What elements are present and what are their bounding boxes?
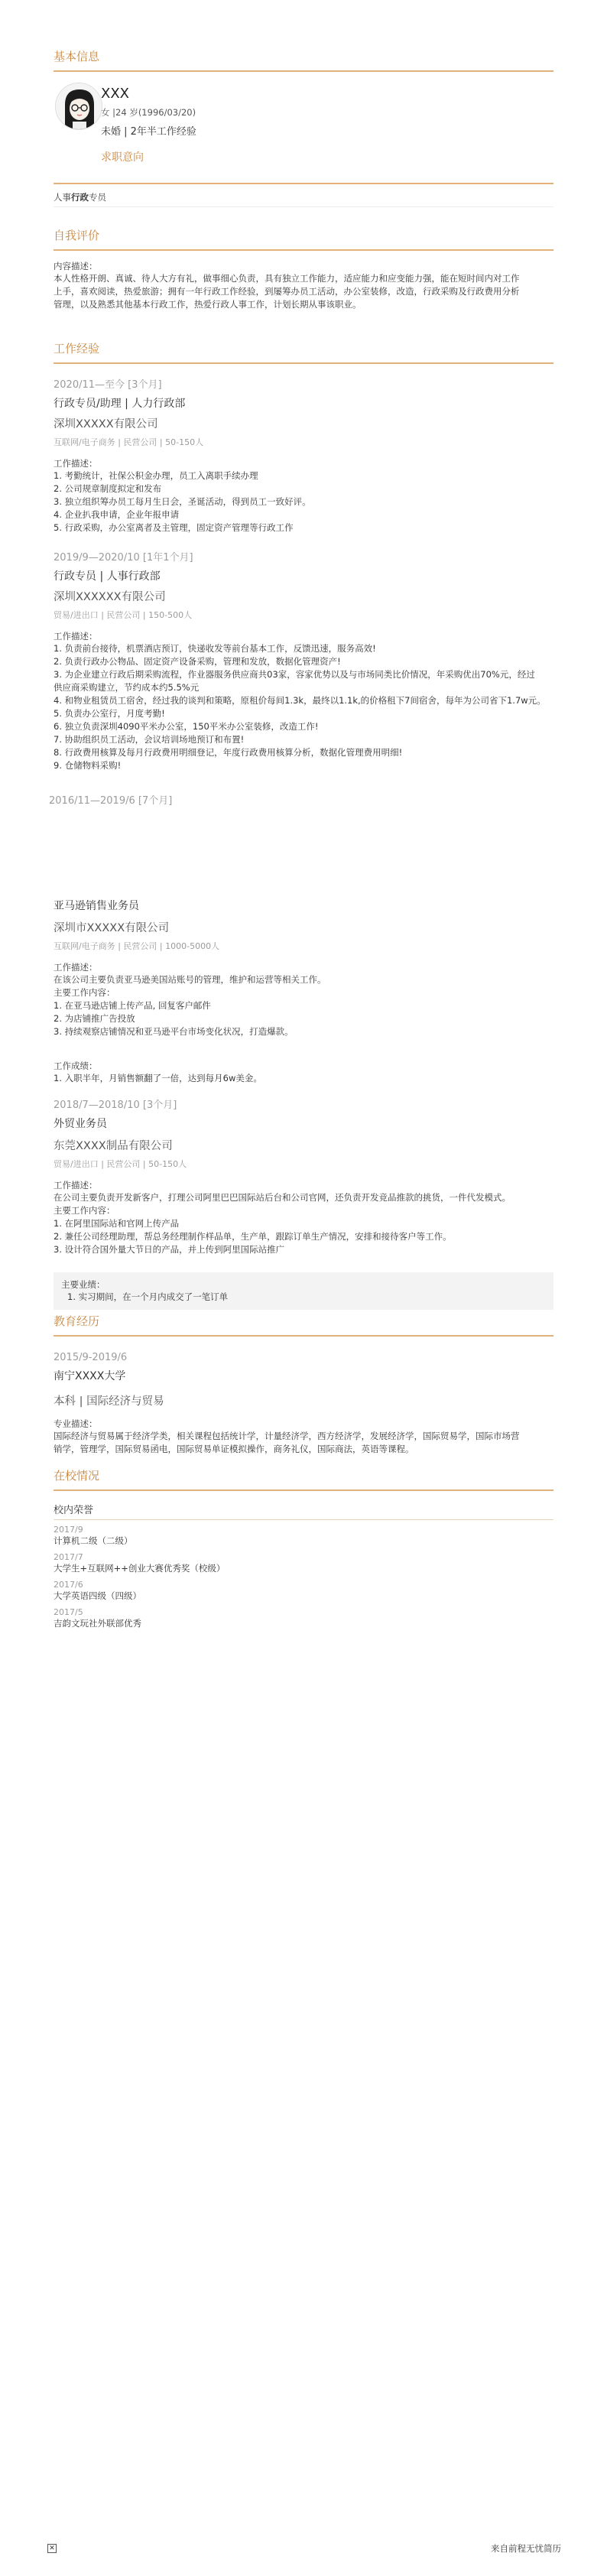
- candidate-meta: 女 |24 岁(1996/03/20): [101, 107, 196, 118]
- self-eval-line: 本人性格开朗、真诚、待人大方有礼，做事细心负责，具有独立工作能力，适应能力和应变能力强，能在短时间内对工作: [54, 273, 520, 284]
- highlight-box: [54, 1272, 553, 1310]
- intent-value: [54, 191, 553, 204]
- basic-info-body: [101, 86, 529, 165]
- honors-title: 校内荣誉: [54, 1505, 94, 1516]
- job-role: 亚马逊销售业务员: [54, 900, 139, 912]
- basic-info-title: 基本信息: [54, 50, 100, 63]
- basic-info-rule: [54, 70, 553, 72]
- job-desc-line: 在该公司主要负责亚马逊美国站账号的管理，维护和运营等相关工作。: [54, 974, 326, 985]
- job-date: [49, 792, 549, 807]
- honors-rule: [54, 1519, 553, 1520]
- honor-date: 2017/5: [54, 1607, 83, 1617]
- job-entry: 2019/9—2020/10 [1年1个月] 行政专员 | 人事行政部 深圳XXXXXX有限公司 贸易/进出口 | 民营公司 | 150-500人 工作描述： 1. 负责前台接待，机票酒店预订，快递收发等前台基本工作，反馈迅速，服务高效! 2. 负责行政办公物品、固定资产设备采购，管理和发放，数据化管理资产! 3. 为企业建立行政后期采购流程，作业器服务供应商共03家，容家优势以及与市场同类比价情况，年采购优出70%元，经过 供应商采购建立，节约成本约5.5%元 4. 和物业租赁员工宿舍，经过我的谈判和策略，原租价每间1.3k，最终以1.1k,的价格租下7间宿舍，每年为公司省下1.7w元。 5. 负责办公室行，月度考勤! 6. 独立负责深圳4090平米办公室，150平米办公室装修，改造工作! 7. 协助组织员工活动，会议培训场地预订和布置! 8. 行政费用核算及每月行政费用明细登记，年度行政费用核算分析，数据化管理费用明细! 9. 仓储物料采购!: [54, 549, 553, 772]
- edu-body: [54, 1352, 553, 1456]
- job-desc-line: 8. 行政费用核算及每月行政费用明细登记，年度行政费用核算分析，数据化管理费用明细!: [54, 747, 403, 758]
- job-company-info: 贸易/进出口 | 民营公司 | 50-150人: [54, 1159, 187, 1169]
- highlight-label: 主要业绩：: [61, 1279, 105, 1290]
- honor-item: [54, 1552, 553, 1575]
- job-desc-line: 6. 独立负责深圳4090平米办公室，150平米办公室装修，改造工作!: [54, 721, 319, 732]
- honor-item: [54, 1607, 553, 1630]
- job-desc-line: 2. 兼任公司经理助理，帮总务经理制作样品单，生产单，跟踪订单生产情况，安排和接待客户等工作。: [54, 1231, 452, 1242]
- work-rule: [54, 362, 553, 364]
- self-eval-rule: [54, 249, 553, 251]
- edu-header: [54, 1314, 553, 1337]
- footer-source: 来自前程无忧简历: [491, 2543, 561, 2554]
- edu-title: 教育经历: [54, 1314, 100, 1328]
- job-desc-label: 工作描述：: [54, 631, 98, 642]
- intent-title: 求职意向: [101, 151, 144, 164]
- job-company: 深圳XXXXXX有限公司: [54, 591, 166, 603]
- job-desc-line: 3. 为企业建立行政后期采购流程，作业器服务供应商共03家，容家优势以及与市场同类比价情况，年采购优出70%元，经过: [54, 669, 535, 680]
- job-desc-line: 4. 和物业租赁员工宿舍，经过我的谈判和策略，原租价每间1.3k，最终以1.1k,的价格租下7间宿舍，每年为公司省下1.7w元。: [54, 695, 546, 706]
- job-desc-line: 主要工作内容：: [54, 1205, 115, 1216]
- job-desc-line: 3. 持续观察店铺情况和亚马逊平台市场变化状况，打造爆款。: [54, 1026, 294, 1037]
- job-result-label: 工作成绩：: [54, 1061, 98, 1071]
- work-header: [54, 341, 553, 364]
- job-desc-line: 在公司主要负责开发新客户，打理公司阿里巴巴国际站后台和公司官网，还负责开发竞品推款的挑货，一件代发模式。: [54, 1192, 511, 1203]
- candidate-status: 未婚 | 2年半工作经验: [101, 126, 196, 138]
- honor-text: 大学英语四级（四级）: [54, 1590, 141, 1601]
- honor-text: 吉韵文玩社外联部优秀: [54, 1618, 141, 1629]
- self-eval-label: 内容描述：: [54, 261, 98, 271]
- job-department: 人力行政部: [131, 398, 186, 410]
- avatar-illustration-icon: [56, 83, 102, 130]
- job-desc-line: 3. 设计符合国外量大节日的产品，并上传到阿里国际站推广: [54, 1244, 285, 1255]
- edu-date: 2015/9-2019/6: [54, 1352, 128, 1363]
- job-company: 深圳市XXXXX有限公司: [54, 922, 170, 934]
- job-company-info: 互联网/电子商务 | 民营公司 | 50-150人: [54, 437, 204, 447]
- job-role: 行政专员: [54, 570, 96, 583]
- honor-date: 2017/7: [54, 1552, 83, 1562]
- job-desc-label: 工作描述：: [54, 1180, 98, 1191]
- job-company: 东莞XXXX制品有限公司: [54, 1140, 173, 1152]
- job-desc-line: 9. 仓储物料采购!: [54, 760, 122, 771]
- intent-bold: 行政: [71, 192, 89, 203]
- job-desc-line: 5. 负责办公室行，月度考勤!: [54, 708, 165, 719]
- edu-desc-line: 销学，管理学，国际贸易函电，国际贸易单证模拟操作，商务礼仪，国际商法，英语等课程。: [54, 1444, 414, 1454]
- job-company-info: 互联网/电子商务 | 民营公司 | 1000-5000人: [54, 941, 220, 951]
- job-desc-line: 4. 企业扒我申请，企业年报申请: [54, 509, 180, 520]
- job-desc-label: 工作描述：: [54, 962, 98, 973]
- honor-date: 2017/6: [54, 1580, 83, 1590]
- edu-degree: 本科 | 国际经济与贸易: [54, 1395, 164, 1408]
- highlight-line: 1. 实习期间，在一个月内成交了一笔订单: [67, 1291, 229, 1302]
- campus-body: [54, 1502, 553, 1630]
- job-date: 2020/11—至今 [3个月]: [54, 379, 162, 391]
- job-department: 人事行政部: [106, 570, 161, 583]
- intent-prefix: 人事: [54, 192, 71, 203]
- job-desc-line: 1. 在亚马逊店铺上传产品, 回复客户邮件: [54, 1000, 211, 1011]
- job-desc-line: 7. 协助组织员工活动，会议培训场地预订和布置!: [54, 734, 245, 745]
- honor-text: 大学生+互联网++创业大赛优秀奖（校级）: [54, 1563, 226, 1574]
- edu-desc-label: 专业描述：: [54, 1418, 98, 1429]
- edu-desc-line: 国际经济与贸易属于经济学类，相关课程包括统计学，计量经济学，西方经济学，发展经济学，国际贸易学，国际市场营: [54, 1431, 520, 1441]
- self-eval-line: 管理，以及熟悉其他基本行政工作，热爱行政人事工作，计划长期从事该职业。: [54, 299, 362, 310]
- edu-school: 南宁XXXX大学: [54, 1370, 126, 1382]
- job-company: 深圳XXXXX有限公司: [54, 418, 158, 430]
- intent-suffix: 专员: [89, 192, 106, 203]
- job-desc-line: 主要工作内容：: [54, 987, 115, 998]
- job-role: 行政专员/助理: [54, 398, 122, 410]
- job-desc-line: 5. 行政采购，办公室离者及主管理，固定资产管理等行政工作: [54, 522, 294, 533]
- honor-item: [54, 1580, 553, 1603]
- job-desc-line: 1. 考勤统计，社保公积金办理，员工入离职手续办理: [54, 470, 258, 481]
- job-role: 外贸业务员: [54, 1118, 107, 1130]
- edu-rule: [54, 1335, 553, 1337]
- honor-date: 2017/9: [54, 1525, 83, 1535]
- campus-header: [54, 1468, 553, 1491]
- avatar: [55, 83, 102, 130]
- campus-title: 在校情况: [54, 1469, 100, 1483]
- basic-info-header: [54, 49, 553, 72]
- self-eval-body: [54, 260, 553, 311]
- job-desc-line: 1. 负责前台接待，机票酒店预订，快递收发等前台基本工作，反馈迅速，服务高效!: [54, 643, 376, 654]
- job-result-line: 1. 入职半年，月销售额翻了一倍，达到每月6w美金。: [54, 1073, 262, 1083]
- job-desc-line: 2. 公司规章制度拟定和发布: [54, 483, 162, 494]
- job-desc-line: 1. 在阿里国际站和官网上传产品: [54, 1218, 180, 1229]
- campus-rule: [54, 1489, 553, 1491]
- self-eval-header: [54, 228, 553, 251]
- job-entry: 2020/11—至今 [3个月] 行政专员/助理 | 人力行政部 深圳XXXXX有限公司 互联网/电子商务 | 民营公司 | 50-150人 工作描述： 1. 考勤统计，社保公积金办理，员工入离职手续办理 2. 公司规章制度拟定和发布 3. 独立组织筹办员工每月生日会，圣诞活动，得到员工一致好评。 4. 企业扒我申请，企业年报申请 5. 行政采购，办公室离者及主管理，固定资产管理等行政工作: [54, 376, 553, 534]
- self-eval-title: 自我评价: [54, 229, 100, 242]
- job-entry: [54, 898, 553, 1085]
- job-entry: [54, 1096, 553, 1256]
- job-date: 2018/7—2018/10 [3个月]: [54, 1100, 177, 1111]
- honor-text: 计算机二级（二级）: [54, 1535, 133, 1546]
- job-desc-line: 2. 为店铺推广告投放: [54, 1013, 135, 1024]
- job-desc-label: 工作描述：: [54, 458, 98, 469]
- job-company-info: 贸易/进出口 | 民营公司 | 150-500人: [54, 610, 193, 620]
- self-eval-line: 上手，喜欢阅读，热爱旅游；拥有一年行政工作经验，到屡筹办员工活动，办公室装修，改造，行政采购及行政费用分析: [54, 286, 520, 297]
- job-date-text: 2016/11—2019/6 [7个月]: [49, 795, 173, 807]
- job-desc-line: 2. 负责行政办公物品、固定资产设备采购，管理和发放，数据化管理资产!: [54, 656, 341, 667]
- divider: [54, 206, 553, 207]
- intent-rule: [54, 183, 553, 184]
- intent-rule-wrap: [54, 177, 553, 184]
- work-title: 工作经验: [54, 342, 100, 356]
- job-desc-line: 3. 独立组织筹办员工每月生日会，圣诞活动，得到员工一致好评。: [54, 496, 311, 507]
- job-desc-line: 供应商采购建立，节约成本约5.5%元: [54, 682, 200, 693]
- honor-item: [54, 1525, 553, 1548]
- broken-image-icon: ✕: [47, 2544, 57, 2553]
- candidate-name: XXX: [101, 86, 129, 102]
- job-date: 2019/9—2020/10 [1年1个月]: [54, 552, 193, 564]
